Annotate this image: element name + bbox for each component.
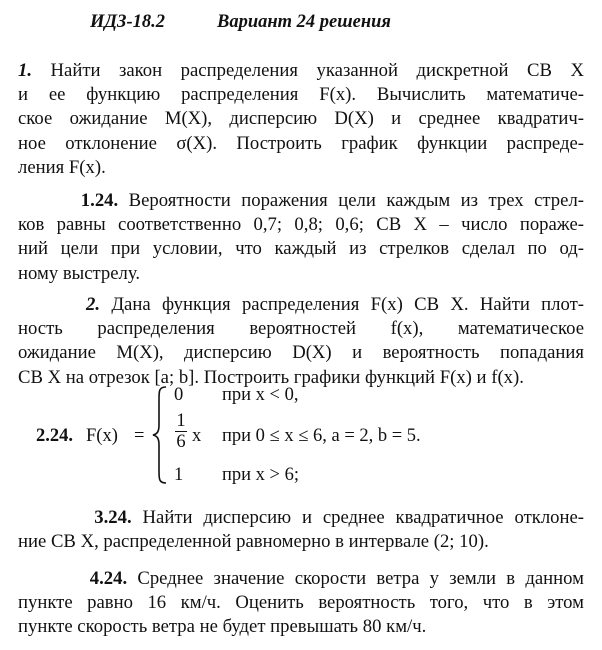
case-1-value: 0	[174, 385, 184, 405]
task-1-number: 1.	[18, 60, 33, 81]
task-1-line: ления F(x).	[18, 156, 106, 178]
task-2-statement	[18, 293, 584, 390]
task-3-24-line	[18, 506, 584, 530]
task-1-line: ное отклонение σ(X). Построить график функции распреде-	[18, 132, 584, 154]
assignment-code: ИДЗ-18.2	[90, 12, 165, 32]
left-brace-icon	[150, 385, 170, 485]
task-4-24-statement	[18, 567, 584, 640]
task-4-24-number: 4.24.	[89, 568, 128, 589]
task-1-24-line: ков равны соответственно 0,7; 0,8; 0,6; СВ X – число пораже-	[18, 214, 584, 236]
task-2-line: ожидание M(X), дисперсию D(X) и вероятность попадания	[18, 342, 584, 364]
formula-function-name: F(x)	[86, 426, 118, 446]
task-2-24-number: 2.24.	[36, 426, 73, 446]
task-4-24-line	[18, 567, 584, 591]
task-1-24-line: ному выстрелу.	[18, 262, 141, 284]
formula-equals-sign: =	[134, 426, 145, 446]
task-3-24-number: 3.24.	[94, 507, 132, 528]
task-1-line: ское ожидание M(X), дисперсию D(X) и среднее квадратич-	[18, 108, 584, 130]
task-1-24-line-text: Вероятности поражения цели каждым из трех стрел-	[128, 190, 584, 211]
task-2-24-formula	[36, 385, 596, 489]
case-3-condition: при x > 6;	[222, 465, 299, 485]
task-2-line-text: Дана функция распределения F(x) СВ X. Найти плот-	[111, 294, 584, 315]
task-2-number: 2.	[85, 294, 100, 315]
task-1-line: и ее функцию распределения F(x). Вычислить математиче-	[18, 84, 584, 106]
variant-title: Вариант 24 решения	[217, 12, 391, 32]
task-1-line	[18, 59, 584, 83]
task-4-24-line: пункте скорость ветра не будет превышать 80 км/ч.	[18, 616, 427, 638]
case-1-condition: при x < 0,	[222, 385, 299, 405]
task-2-line: СВ X на отрезок [a; b]. Построить графики функций F(x) и f(x).	[18, 366, 524, 388]
task-1-24-line: ний цели при условии, что каждый из стрелков сделал по од-	[18, 238, 584, 260]
case-3-value: 1	[174, 465, 184, 485]
task-3-24-statement	[18, 506, 584, 554]
case-2-condition: при 0 ≤ x ≤ 6, a = 2, b = 5.	[222, 426, 421, 446]
fraction-denominator: 6	[176, 432, 186, 452]
task-1-24-line	[18, 189, 584, 213]
task-4-24-line: пункте равно 16 км/ч. Оценить вероятность того, что в этом	[18, 592, 584, 614]
task-1-24-statement	[18, 189, 584, 286]
fraction-numerator: 1	[176, 411, 186, 431]
task-1-line-text: Найти закон распределения указанной дискретной СВ X	[50, 60, 584, 81]
case-2-fraction	[174, 411, 188, 452]
document-header	[90, 8, 592, 36]
task-1-statement	[18, 59, 584, 180]
task-3-24-line: ние СВ X, распределенной равномерно в интервале (2; 10).	[18, 531, 489, 553]
task-2-line: ность распределения вероятностей f(x), математическое	[18, 318, 584, 340]
case-2-variable: x	[192, 426, 202, 446]
task-1-24-number: 1.24.	[80, 190, 119, 211]
task-4-24-line-text: Среднее значение скорости ветра у земли в данном	[137, 568, 584, 589]
task-3-24-line-text: Найти дисперсию и среднее квадратичное отклоне-	[142, 507, 585, 528]
task-2-line	[18, 293, 584, 317]
